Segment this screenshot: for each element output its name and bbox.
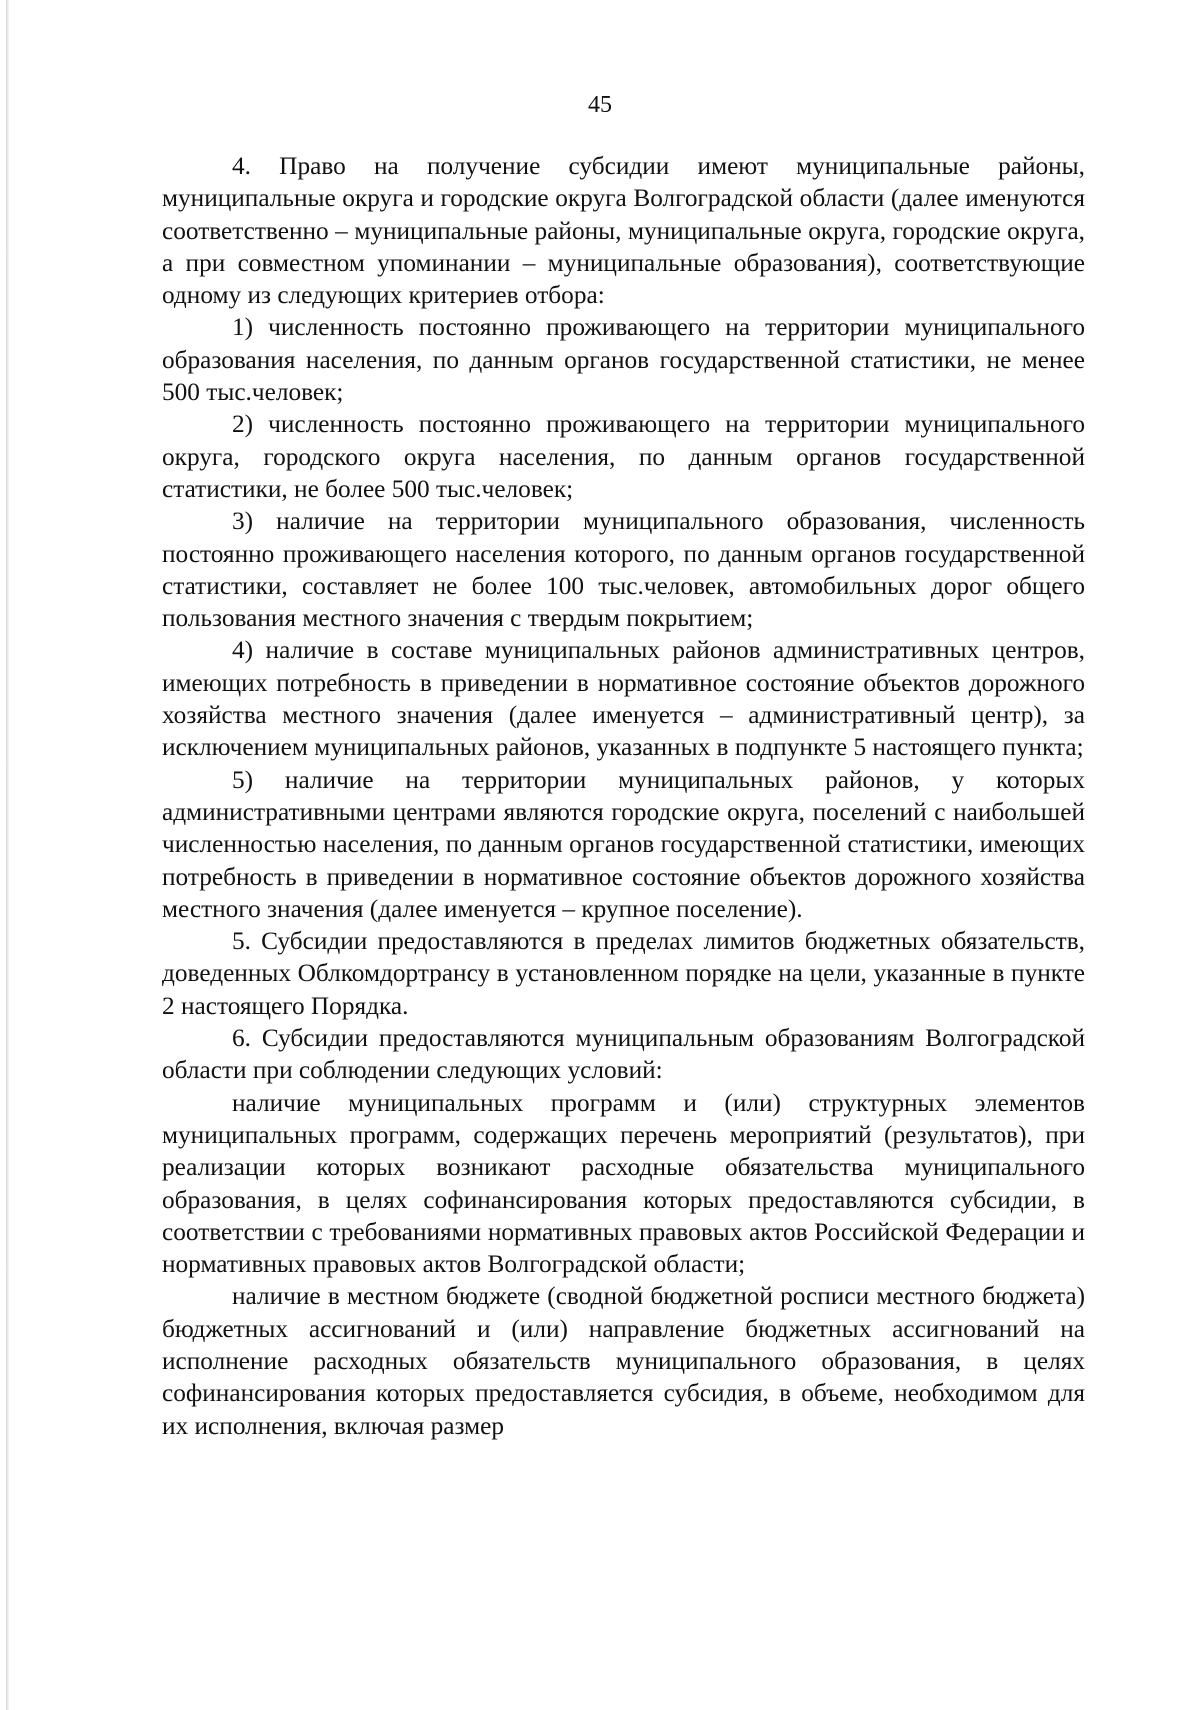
paragraph-criterion-5: 5) наличие на территории муниципальных районов, у которых административными центрами являются городские округа, поселений с наибольшей численностью населения, по данным органов государственной статистики, имеющих потребность в приведении в нормативное состояние объектов дорожного хозяйства местного значения (далее именуется – крупное поселение). — [162, 765, 1085, 923]
paragraph-criterion-1: 1) численность постоянно проживающего на территории муниципального образования населения, по данным органов государственной статистики, не менее 500 тыс.человек; — [162, 313, 1085, 407]
paragraph-clause-6: 6. Субсидии предоставляются муниципальным образованиям Волгоградской области при соблюдении следующих условий: — [162, 1024, 1085, 1085]
scan-edge-shadow — [6, 0, 9, 1710]
document-body — [162, 150, 1085, 1442]
paragraph-criterion-4: 4) наличие в составе муниципальных районов административных центров, имеющих потребность в приведении в нормативное состояние объектов дорожного хозяйства местного значения (далее именуется – административный центр), за исключением муниципальных районов, указанных в подпункте 5 настоящего пункта; — [162, 636, 1085, 762]
paragraph-condition-programs: наличие муниципальных программ и (или) структурных элементов муниципальных программ, содержащих перечень мероприятий (результатов), при реализации которых возникают расходные обязательства муниципального образования, в целях софинансирования которых предоставляются субсидии, в соответствии с требованиями нормативных правовых актов Российской Федерации и нормативных правовых актов Волгоградской области; — [162, 1088, 1085, 1279]
paragraph-condition-budget: наличие в местном бюджете (сводной бюджетной росписи местного бюджета) бюджетных ассигнований и (или) направление бюджетных ассигнований на исполнение расходных обязательств муниципального образования, в целях софинансирования которых предоставляется субсидия, в объеме, необходимом для их исполнения, включая размер — [162, 1282, 1085, 1440]
paragraph-criterion-2: 2) численность постоянно проживающего на территории муниципального округа, городского округа населения, по данным органов государственной статистики, не более 500 тыс.человек; — [162, 410, 1085, 503]
paragraph-clause-4: 4. Право на получение субсидии имеют муниципальные районы, муниципальные округа и городские округа Волгоградской области (далее именуются соответственно – муниципальные районы, муниципальные округа, городские округа, а при совместном упоминании – муниципальные образования), соответствующие одному из следующих критериев отбора: — [162, 152, 1085, 310]
page-number: 45 — [588, 92, 612, 118]
paragraph-clause-5: 5. Субсидии предоставляются в пределах лимитов бюджетных обязательств, доведенных Облкомдортрансу в установленном порядке на цели, указанные в пункте 2 настоящего Порядка. — [162, 927, 1085, 1020]
paragraph-criterion-3: 3) наличие на территории муниципального образования, численность постоянно проживающего населения которого, по данным органов государственной статистики, составляет не более 100 тыс.человек, автомобильных дорог общего пользования местного значения с твердым покрытием; — [162, 507, 1085, 633]
